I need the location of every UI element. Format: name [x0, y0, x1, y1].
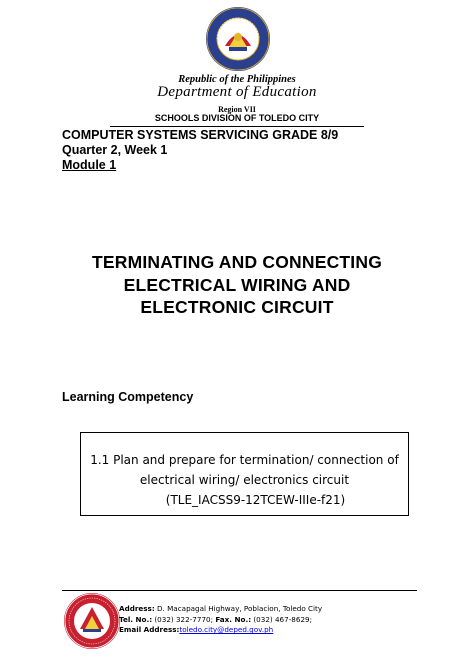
- region-line: Region VII: [218, 105, 256, 114]
- competency-line-2: electrical wiring/ electronics circuit: [139, 473, 350, 487]
- phone-line: Tel. No.: (032) 322-7770; Fax. No.: (032) 467-8629;: [119, 614, 313, 624]
- competency-line-1: 1.1 Plan and prepare for termination/ connection of: [90, 453, 399, 467]
- email-link[interactable]: toledo.city@deped.gov.ph: [179, 625, 274, 634]
- competency-box: [80, 432, 409, 516]
- module-number: Module 1: [62, 158, 117, 172]
- title-line-1: TERMINATING AND CONNECTING: [91, 252, 383, 272]
- course-title: COMPUTER SYSTEMS SERVICING GRADE 8/9: [62, 128, 339, 142]
- contact-info: [119, 604, 322, 636]
- competency-code: (TLE_IACSS9-12TCEW-IIIe-f21): [165, 493, 346, 507]
- module-title: [0, 251, 474, 319]
- division-line: SCHOOLS DIVISION OF TOLEDO CITY: [154, 113, 320, 123]
- email-line: Email Address:toledo.city@deped.gov.ph: [119, 625, 274, 634]
- learning-competency-heading: Learning Competency: [62, 390, 194, 404]
- deped-seal-icon: [205, 6, 271, 72]
- republic-line: Republic of the Philippines: [178, 74, 296, 85]
- footer-divider: [62, 590, 417, 591]
- toledo-division-seal-icon: [63, 592, 121, 650]
- title-line-3: ELECTRONIC CIRCUIT: [140, 297, 334, 317]
- title-line-2: ELECTRICAL WIRING AND: [123, 274, 351, 295]
- quarter-week: Quarter 2, Week 1: [62, 143, 168, 157]
- department-name: Department of Education: [157, 84, 317, 100]
- address-line: Address: D. Macapagal Highway, Poblacion, Toledo City: [119, 604, 323, 613]
- header-divider: [110, 126, 364, 127]
- subject-block: [62, 128, 338, 173]
